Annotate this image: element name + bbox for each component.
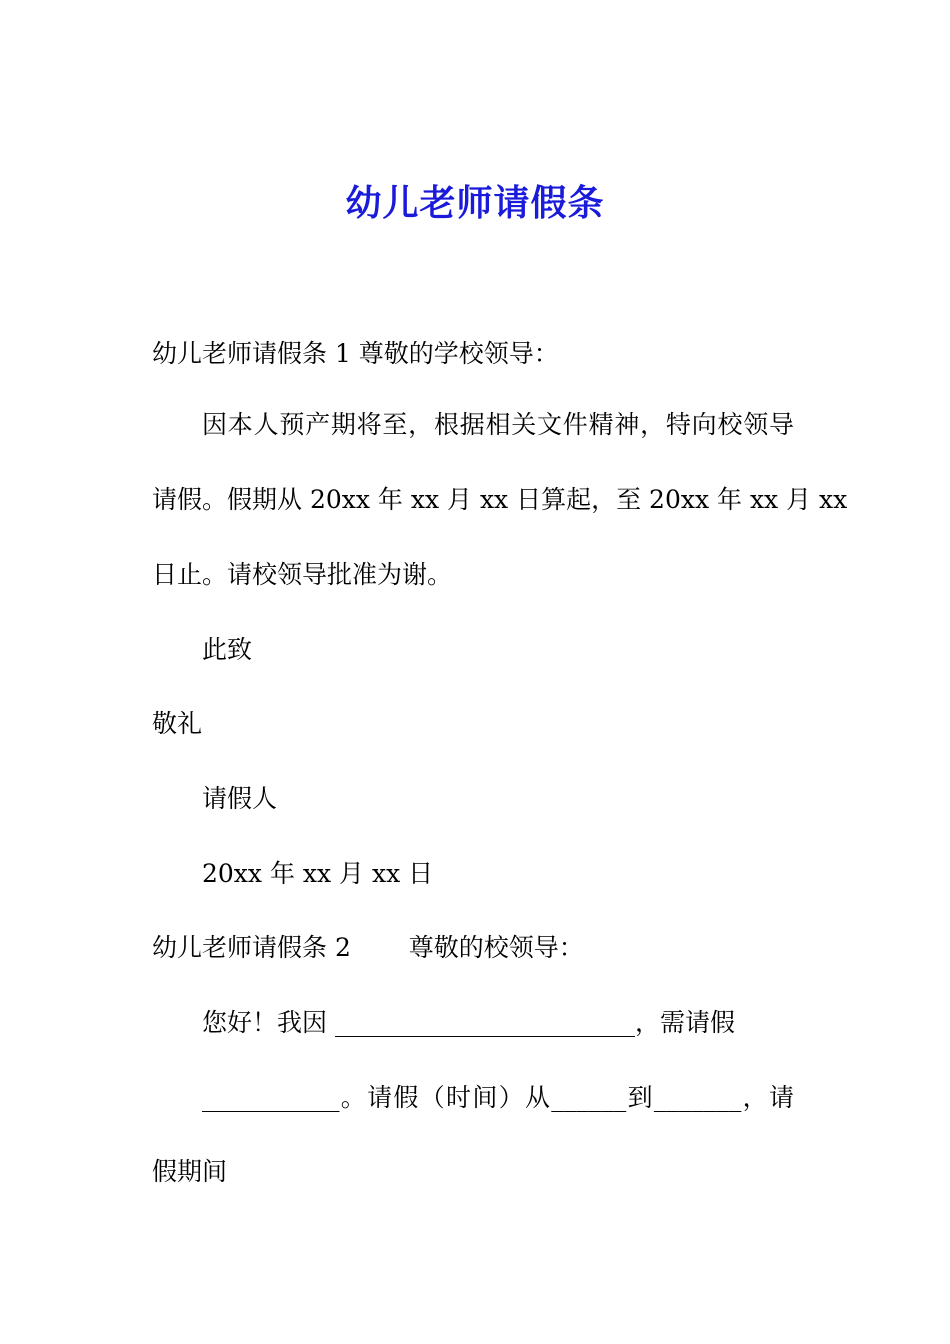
closing-jingli: 敬礼 — [152, 709, 203, 738]
paragraph-letter2-salutation: 幼儿老师请假条 2 尊敬的校领导： — [152, 933, 584, 962]
closing-cizhi: 此致 — [202, 635, 253, 664]
signature-date: 20xx 年 xx 月 xx 日 — [202, 859, 434, 888]
paragraph-letter1-body-line3: 日止。请校领导批准为谢。 — [152, 560, 453, 589]
paragraph-letter2-body-line1: 您好！我因 ________________________，需请假 — [202, 1008, 735, 1037]
paragraph-letter2-body-line3: 假期间 — [152, 1157, 228, 1186]
paragraph-letter1-body-line2: 请假。假期从 20xx 年 xx 月 xx 日算起，至 20xx 年 xx 月 xx — [152, 485, 848, 514]
signature-requester: 请假人 — [202, 784, 278, 813]
paragraph-letter1-body-line1: 因本人预产期将至，根据相关文件精神，特向校领导 — [202, 410, 794, 439]
paragraph-letter1-salutation: 幼儿老师请假条 1 尊敬的学校领导： — [152, 339, 559, 368]
document-title: 幼儿老师请假条 — [345, 182, 605, 224]
paragraph-letter2-body-line2: ___________。请假（时间）从______到_______，请 — [202, 1083, 794, 1112]
